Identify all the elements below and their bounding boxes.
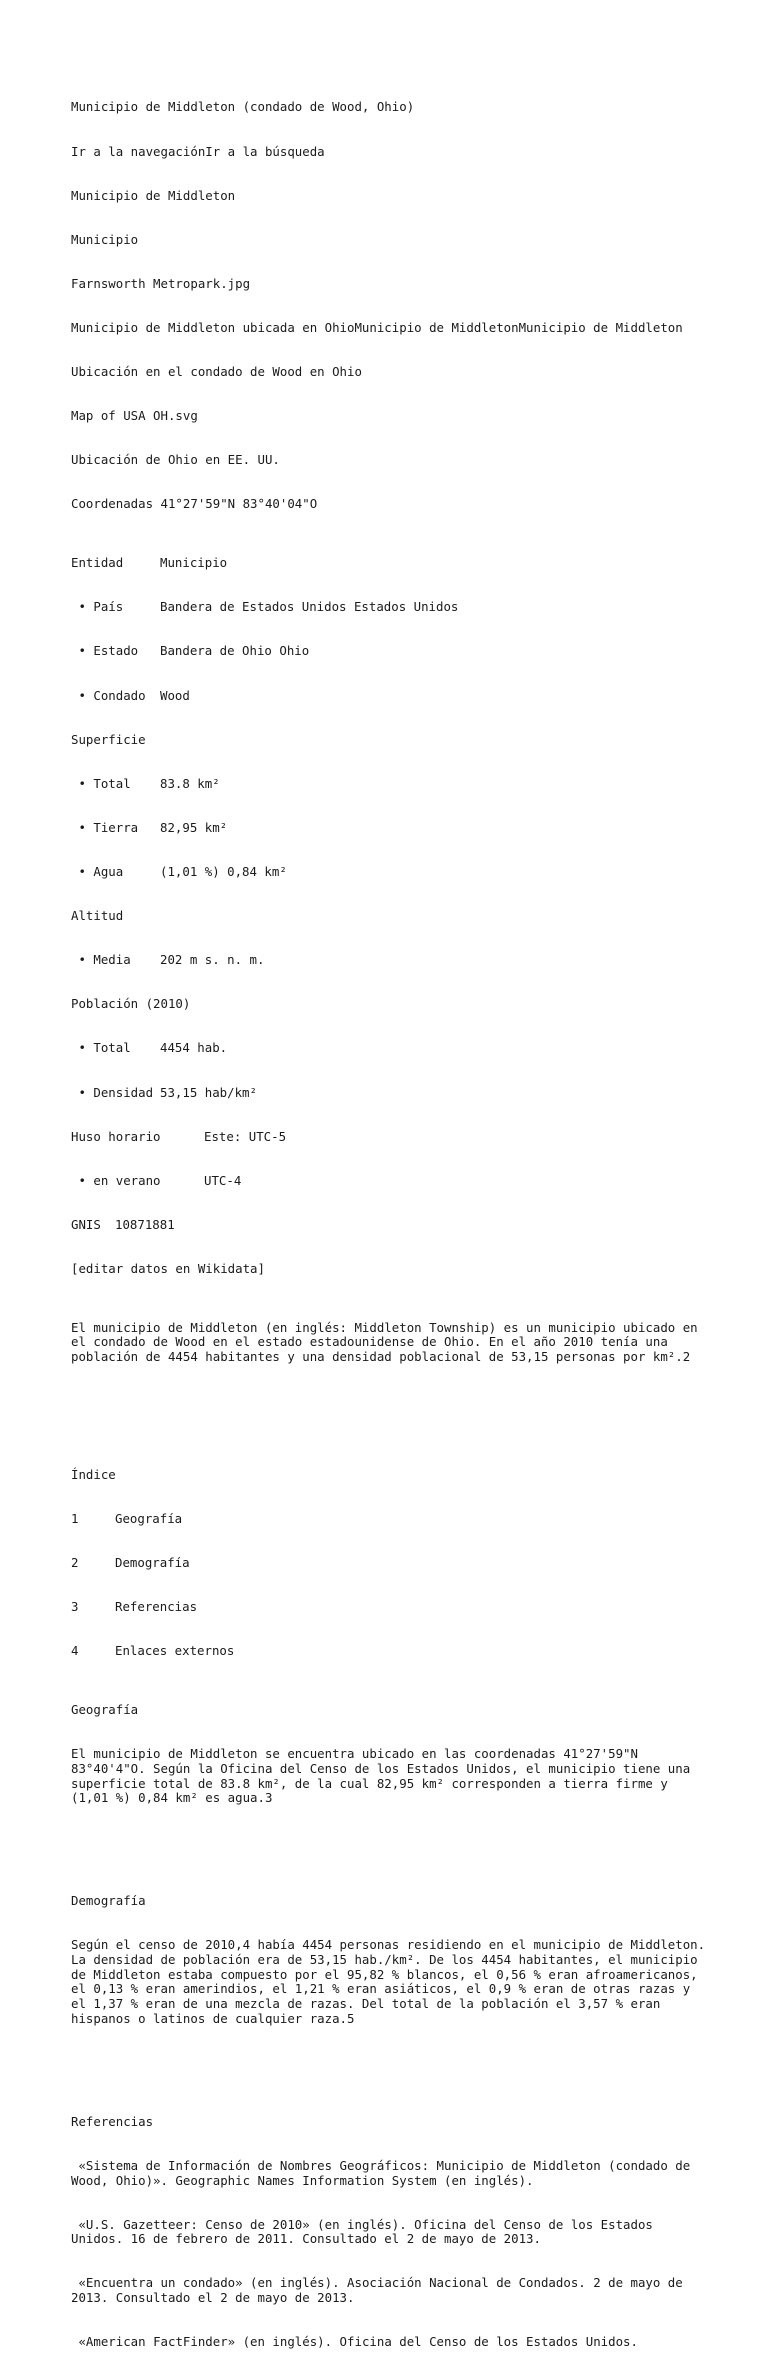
article-subtitle: Municipio bbox=[71, 231, 139, 247]
infobox-value: UTC-4 bbox=[204, 1172, 242, 1188]
infobox-value: 4454 hab. bbox=[160, 1040, 228, 1056]
toc-item[interactable] bbox=[71, 1556, 711, 1571]
infobox-key: • País bbox=[71, 599, 124, 615]
map-caption: Ubicación en el condado de Wood en Ohio bbox=[71, 364, 362, 380]
infobox-key: • Media bbox=[71, 952, 131, 968]
section-heading-demografia: Demografía bbox=[71, 1893, 146, 1909]
spacer bbox=[71, 1394, 711, 1423]
map-caption: Ubicación de Ohio en EE. UU. bbox=[71, 452, 280, 468]
infobox-row bbox=[71, 1130, 711, 1145]
toc-number: 2 bbox=[71, 1555, 79, 1570]
infobox-section: Superficie bbox=[71, 731, 146, 747]
toc-item[interactable] bbox=[71, 1512, 711, 1527]
spacer bbox=[71, 2056, 711, 2071]
intro-paragraph: El municipio de Middleton (en inglés: Middleton Township) es un municipio ubicado en el condado de Wood en el estado estadounidense de Ohio. En el año 2010 tenía una población de 4454 habitantes y una densidad poblacional de 53,15 personas por km².2 bbox=[71, 1319, 706, 1365]
infobox-value: Este: UTC-5 bbox=[204, 1128, 287, 1144]
toc-label[interactable]: Geografía bbox=[115, 1510, 183, 1526]
infobox-value: 83.8 km² bbox=[160, 775, 220, 791]
demografia-paragraph: Según el censo de 2010,4 había 4454 personas residiendo en el municipio de Middleton. La densidad de población era de 53,15 hab./km². De los 4454 habitantes, el municipio de Middleton estaba compuesto por el 95,82 % blancos, el 0,56 % eran afroamericanos, el 0,13 % eran amerindios, el 1,21 % eran asiáticos, el 0,9 % eran de otras razas y el 1,37 % eran de una mezcla de razas. Del total de la población el 3,57 % eran hispanos o latinos de cualquier raza.5 bbox=[71, 1937, 713, 2026]
infobox-value[interactable]: Bandera de Ohio Ohio bbox=[160, 643, 310, 659]
infobox-value: 82,95 km² bbox=[160, 819, 228, 835]
infobox-key: • Densidad bbox=[71, 1084, 154, 1100]
infobox-value[interactable]: Wood bbox=[160, 687, 190, 703]
infobox-key: • Agua bbox=[71, 863, 124, 879]
toc-number: 1 bbox=[71, 1510, 79, 1526]
toc-label[interactable]: Demografía bbox=[115, 1555, 190, 1570]
nav-links[interactable]: Ir a la navegaciónIr a la búsqueda bbox=[71, 143, 325, 159]
infobox-row bbox=[71, 600, 711, 615]
toc-label[interactable]: Enlaces externos bbox=[115, 1643, 235, 1659]
reference-item[interactable]: «Encuentra un condado» (en inglés). Asociación Nacional de Condados. 2 de mayo de 2013. Consultado el 2 de mayo de 2013. bbox=[71, 2275, 691, 2306]
map-file[interactable]: Map of USA OH.svg bbox=[71, 408, 198, 424]
infobox-row bbox=[71, 821, 711, 836]
infobox-row bbox=[71, 556, 711, 571]
infobox-row bbox=[71, 777, 711, 792]
geografia-paragraph: El municipio de Middleton se encuentra ubicado en las coordenadas 41°27'59"N 83°40'4"O. Según la Oficina del Censo de los Estados Unidos, el municipio tiene una superficie total de 83.8 km², de la cual 82,95 km² corresponden a tierra firme y (1,01 %) 0,84 km² es agua.3 bbox=[71, 1746, 698, 1806]
infobox-key: • Estado bbox=[71, 643, 139, 659]
toc-title: Índice bbox=[71, 1466, 116, 1482]
infobox-key: • en verano bbox=[71, 1172, 161, 1188]
map-caption: Municipio de Middleton ubicada en OhioMunicipio de MiddletonMunicipio de Middleton bbox=[71, 319, 683, 335]
infobox-key: Huso horario bbox=[71, 1128, 161, 1144]
infobox-row bbox=[71, 865, 711, 880]
reference-item[interactable]: «U.S. Gazetteer: Censo de 2010» (en inglés). Oficina del Censo de los Estados Unidos. 16 de febrero de 2011. Consultado el 2 de mayo de 2013. bbox=[71, 2216, 661, 2247]
toc-number: 4 bbox=[71, 1643, 79, 1659]
article-heading: Municipio de Middleton bbox=[71, 187, 236, 203]
infobox-key: • Total bbox=[71, 1040, 131, 1056]
infobox-row bbox=[71, 1218, 711, 1233]
infobox-key: • Condado bbox=[71, 687, 146, 703]
infobox-row bbox=[71, 1174, 711, 1189]
infobox-row bbox=[71, 953, 711, 968]
infobox-row bbox=[71, 1086, 711, 1101]
infobox-value: 53,15 hab/km² bbox=[160, 1084, 257, 1100]
edit-wikidata-link[interactable]: [editar datos en Wikidata] bbox=[71, 1260, 265, 1276]
infobox-value: (1,01 %) 0,84 km² bbox=[160, 863, 287, 879]
infobox-row bbox=[71, 689, 711, 704]
infobox-value: 202 m s. n. m. bbox=[160, 952, 265, 968]
infobox-value[interactable]: 10871881 bbox=[115, 1216, 175, 1232]
page-title: Municipio de Middleton (condado de Wood, Ohio) bbox=[71, 99, 415, 115]
toc-item[interactable] bbox=[71, 1644, 711, 1659]
section-heading-referencias: Referencias bbox=[71, 2113, 154, 2129]
toc-number: 3 bbox=[71, 1599, 79, 1615]
infobox-value: Municipio bbox=[160, 555, 228, 571]
infobox-row bbox=[71, 1041, 711, 1056]
infobox-value[interactable]: Bandera de Estados Unidos Estados Unidos bbox=[160, 599, 459, 615]
section-heading-geografia: Geografía bbox=[71, 1702, 139, 1718]
infobox-key: • Tierra bbox=[71, 819, 139, 835]
document-body bbox=[71, 71, 711, 2365]
toc-label[interactable]: Referencias bbox=[115, 1599, 198, 1615]
infobox-section: Población (2010) bbox=[71, 996, 191, 1012]
spacer bbox=[71, 1835, 711, 1850]
infobox-section: Altitud bbox=[71, 908, 124, 924]
infobox-key: Entidad bbox=[71, 555, 124, 571]
coordinates: Coordenadas 41°27'59"N 83°40'04"O bbox=[71, 496, 318, 512]
infobox-key: GNIS bbox=[71, 1216, 101, 1232]
infobox-row bbox=[71, 644, 711, 659]
toc-item[interactable] bbox=[71, 1600, 711, 1615]
reference-item[interactable]: «American FactFinder» (en inglés). Oficina del Censo de los Estados Unidos. bbox=[71, 2334, 638, 2350]
image-caption[interactable]: Farnsworth Metropark.jpg bbox=[71, 275, 251, 291]
infobox-key: • Total bbox=[71, 775, 131, 791]
reference-item[interactable]: «Sistema de Información de Nombres Geográficos: Municipio de Middleton (condado de Wood, Ohio)». Geographic Names Information System (en inglés). bbox=[71, 2157, 698, 2188]
